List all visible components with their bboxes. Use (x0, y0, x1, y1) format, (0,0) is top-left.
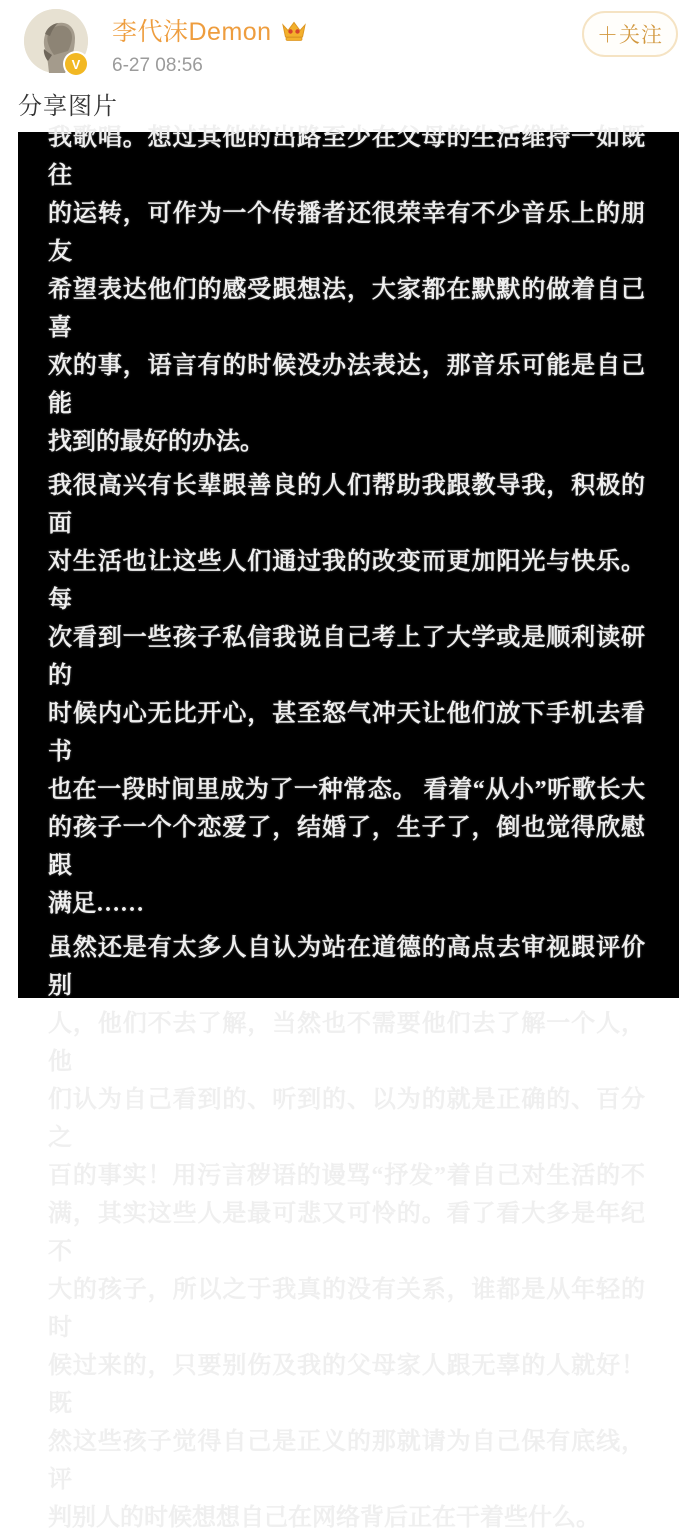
letter-line: 百的事实！用污言秽语的谩骂“抒发”着自己对生活的不 (48, 1163, 645, 1189)
header-info (112, 12, 307, 77)
letter-line: 也在一段时间里成为了一种常态。 看着“从小”听歌长大 (48, 777, 645, 803)
letter-line: 人，他们不去了解，当然也不需要他们去了解一个人，他 (48, 1011, 645, 1075)
letter-line: 虽然还是有太多人自认为站在道德的高点去审视跟评价别 (48, 935, 645, 999)
letter-line: 我歌唱。想过其他的出路至少在父母的生活维持一如既往 (48, 125, 645, 189)
vip-crown-icon (281, 18, 307, 42)
letter-line: 欢的事，语言有的时候没办法表达，那音乐可能是自己能 (48, 353, 645, 417)
letter-line: 希望表达他们的感受跟想法，大家都在默默的做着自己喜 (48, 277, 645, 341)
letter-line: 们认为自己看到的、听到的、以为的就是正确的、百分之 (48, 1087, 645, 1151)
username[interactable]: 李代沫Demon (112, 18, 272, 46)
letter-line: 我很高兴有长辈跟善良的人们帮助我跟教导我，积极的面 (48, 473, 645, 537)
letter-line: 然这些孩子觉得自己是正义的那就请为自己保有底线，评 (48, 1429, 645, 1493)
letter-line: 满，其实这些人是最可悲又可怜的。看了看大多是年纪不 (48, 1201, 645, 1265)
follow-button[interactable]: ＋关注 (582, 11, 678, 57)
letter-line: 时候内心无比开心，甚至怒气冲天让他们放下手机去看书 (48, 701, 645, 765)
letter-line: 大的孩子，所以之于我真的没有关系，谁都是从年轻的时 (48, 1277, 645, 1341)
letter-line: 判别人的时候想想自己在网络背后正在干着些什么。 (48, 1505, 600, 1531)
letter-line: 次看到一些孩子私信我说自己考上了大学或是顺利读研的 (48, 625, 645, 689)
letter-line: 的孩子一个个恋爱了，结婚了，生子了，倒也觉得欣慰跟 (48, 815, 645, 879)
letter-line: 对生活也让这些人们通过我的改变而更加阳光与快乐。每 (48, 549, 645, 613)
verified-v-badge-icon: V (65, 53, 87, 75)
letter-line: 满足…… (48, 891, 144, 917)
post-caption: 分享图片 (18, 93, 118, 120)
letter-line: 的运转，可作为一个传播者还很荣幸有不少音乐上的朋友 (48, 201, 645, 265)
letter-line: 找到的最好的办法。 (48, 429, 264, 455)
letter-image[interactable] (18, 125, 679, 1531)
letter-line: 候过来的，只要别伤及我的父母家人跟无辜的人就好！既 (48, 1353, 645, 1417)
letter-text (18, 119, 679, 1537)
post-timestamp: 6-27 08:56 (112, 55, 203, 76)
